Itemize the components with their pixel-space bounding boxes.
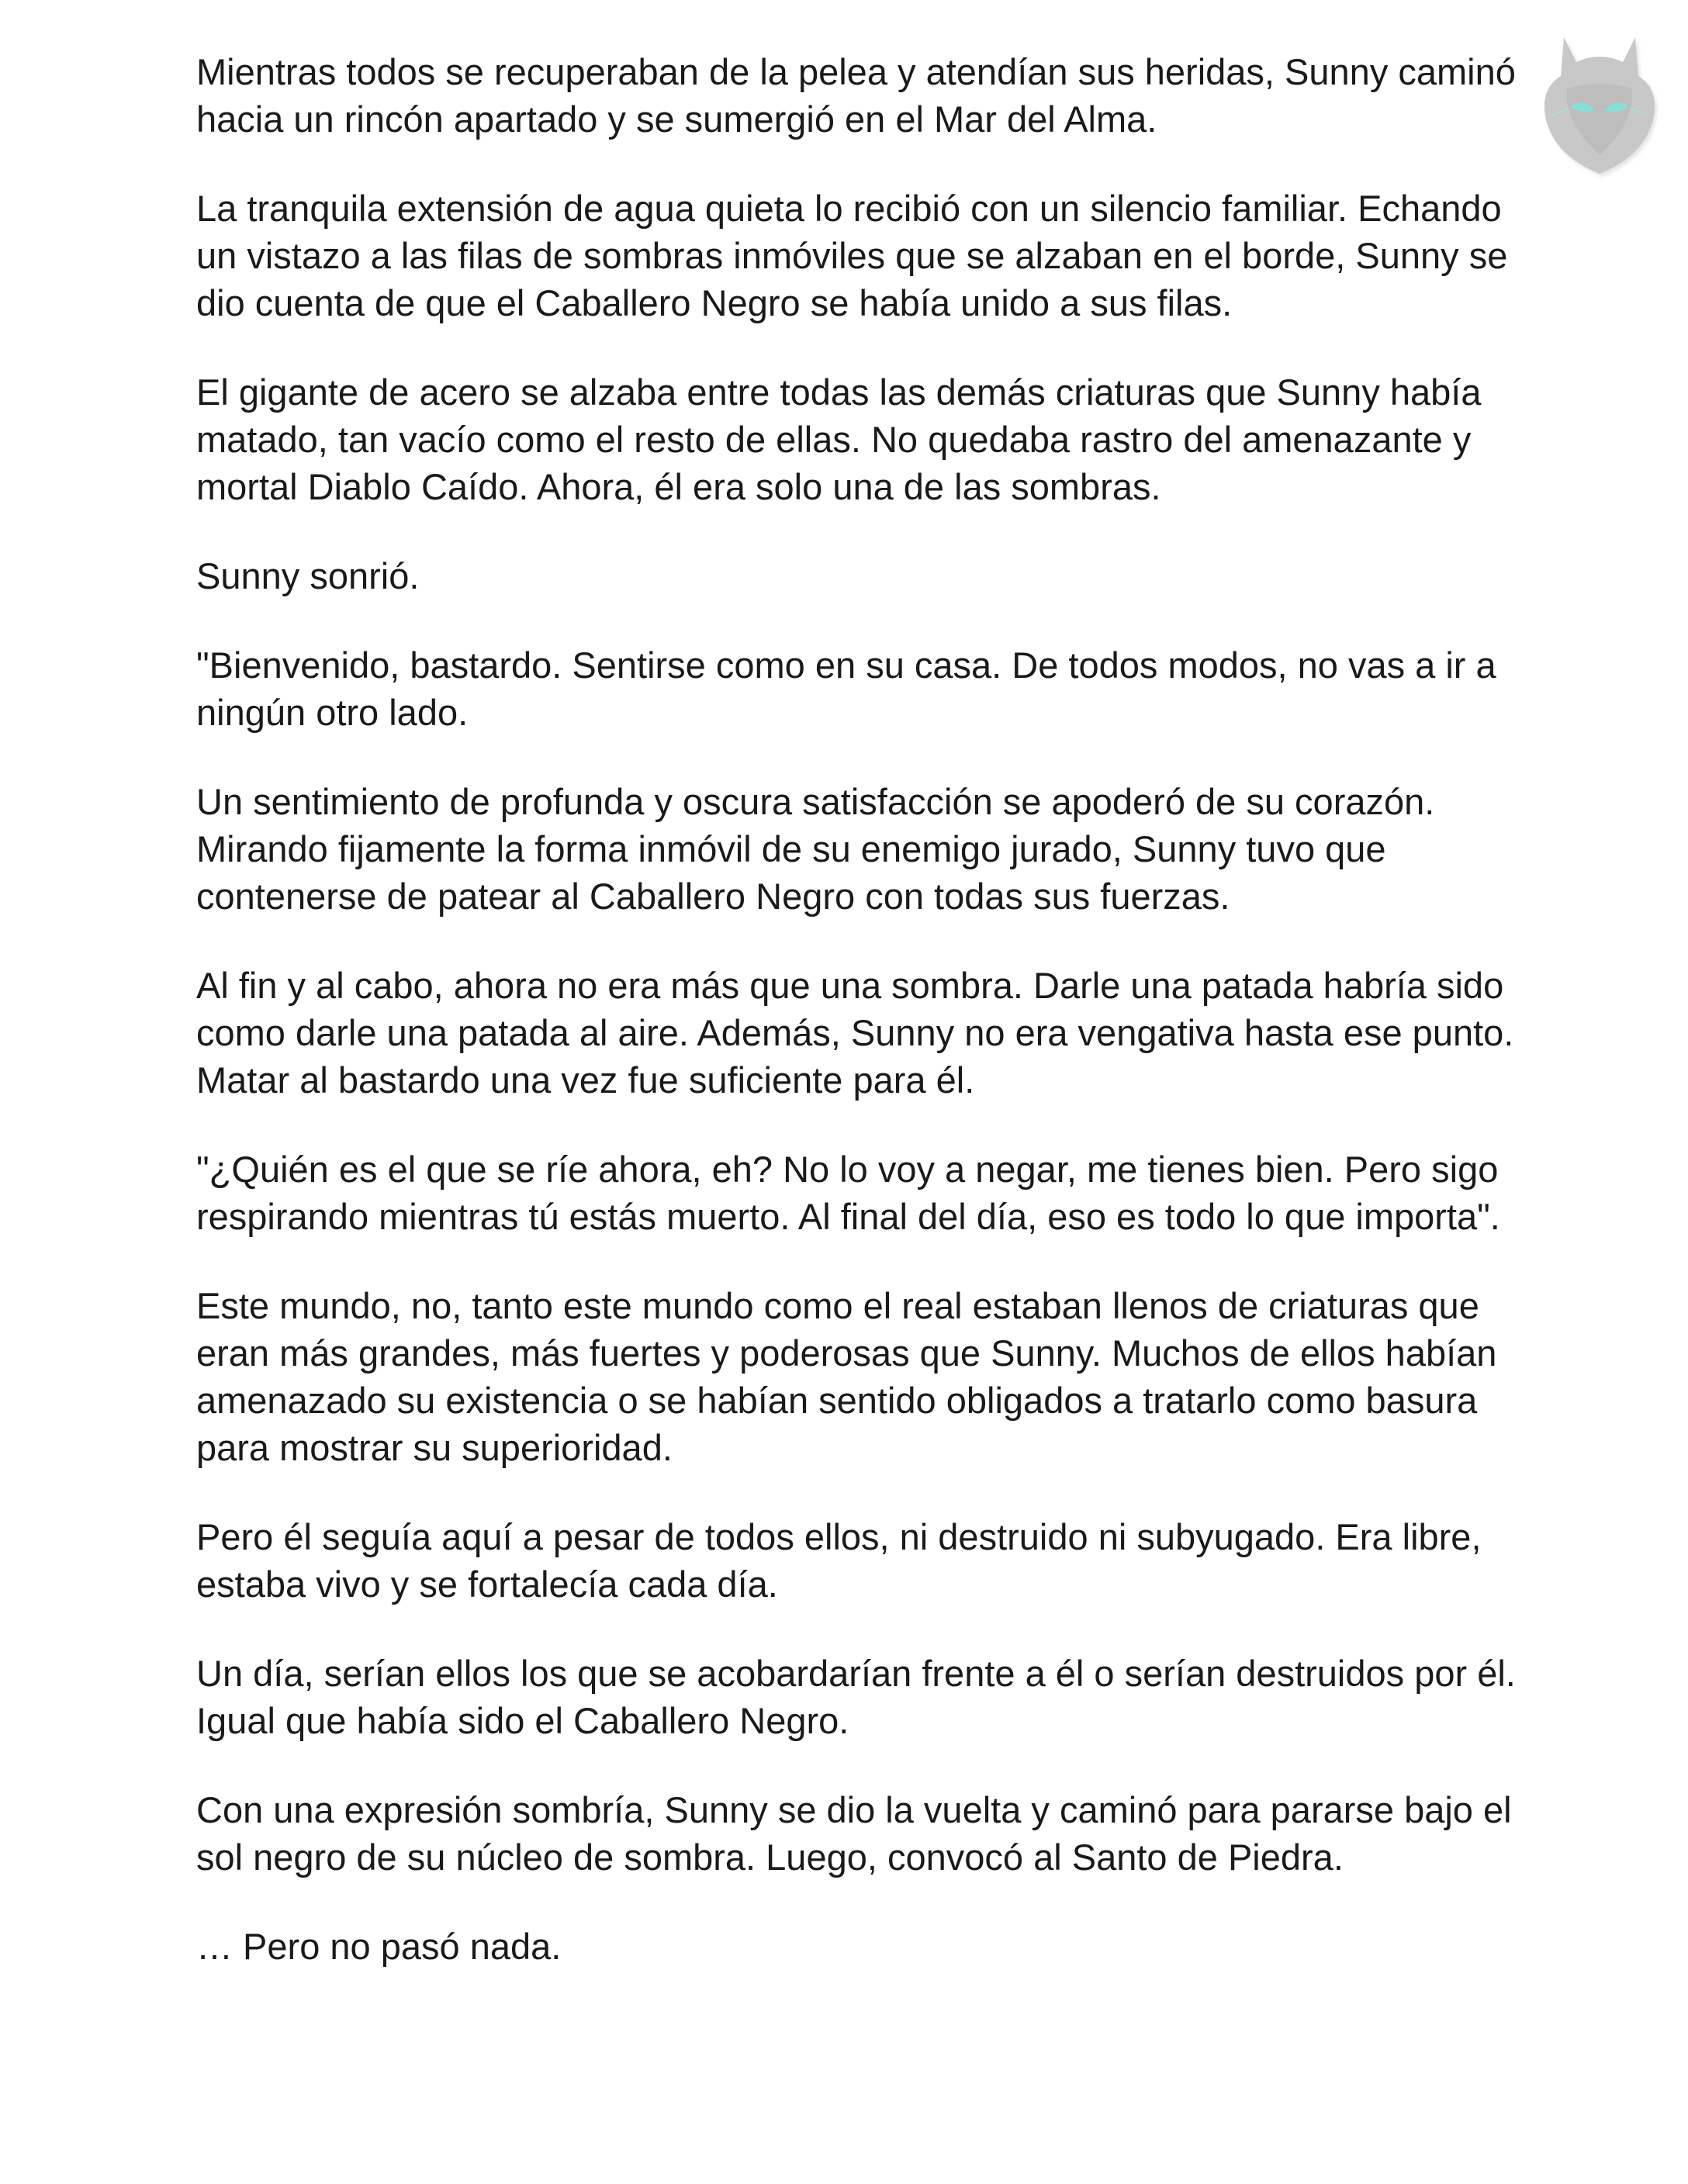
paragraph: Pero él seguía aquí a pesar de todos ellos, ni destruido ni subyugado. Era libre, estaba vivo y se fortalecía cada día. — [196, 1516, 1482, 1605]
paragraph: Con una expresión sombría, Sunny se dio la vuelta y caminó para pararse bajo el sol negro de su núcleo de sombra. Luego, convocó al Santo de Piedra. — [196, 1789, 1512, 1878]
paragraph: Un sentimiento de profunda y oscura satisfacción se apoderó de su corazón. Mirando fijamente la forma inmóvil de su enemigo jurado, Sunny tuvo que contenerse de patear al Caballero Negro con todas sus fuerzas. — [196, 781, 1435, 917]
paragraph: … Pero no pasó nada. — [196, 1926, 562, 1967]
paragraph: El gigante de acero se alzaba entre todas las demás criaturas que Sunny había matado, tan vacío como el resto de ellas. No quedaba rastro del amenazante y mortal Diablo Caído. Ahora, él era solo una de las sombras. — [196, 371, 1482, 507]
paragraph: Este mundo, no, tanto este mundo como el real estaban llenos de criaturas que eran más grandes, más fuertes y poderosas que Sunny. Muchos de ellos habían amenazado su existencia o se habían sentido obligados a tratarlo como basura para mostrar su superioridad. — [196, 1285, 1497, 1468]
paragraph: "¿Quién es el que se ríe ahora, eh? No lo voy a negar, me tienes bien. Pero sigo respirando mientras tú estás muerto. Al final del día, eso es todo lo que importa". — [196, 1149, 1500, 1237]
demon-head-logo-icon — [1522, 14, 1677, 185]
paragraph: Al fin y al cabo, ahora no era más que una sombra. Darle una patada habría sido como darle una patada al aire. Además, Sunny no era vengativa hasta ese punto. Matar al bastardo una vez fue suficiente para él. — [196, 965, 1514, 1101]
paragraph: La tranquila extensión de agua quieta lo recibió con un silencio familiar. Echando un vistazo a las filas de sombras inmóviles que se alzaban en el borde, Sunny se dio cuenta de que el Caballero Negro se había unido a sus filas. — [196, 188, 1508, 323]
paragraph: Un día, serían ellos los que se acobardarían frente a él o serían destruidos por él. Igual que había sido el Caballero Negro. — [196, 1653, 1516, 1741]
chapter-text — [196, 48, 1531, 2012]
paragraph: "Bienvenido, bastardo. Sentirse como en su casa. De todos modos, no vas a ir a ningún otro lado. — [196, 644, 1496, 733]
paragraph: Sunny sonrió. — [196, 555, 420, 596]
paragraph: Mientras todos se recuperaban de la pelea y atendían sus heridas, Sunny caminó hacia un rincón apartado y se sumergió en el Mar del Alma. — [196, 51, 1516, 140]
